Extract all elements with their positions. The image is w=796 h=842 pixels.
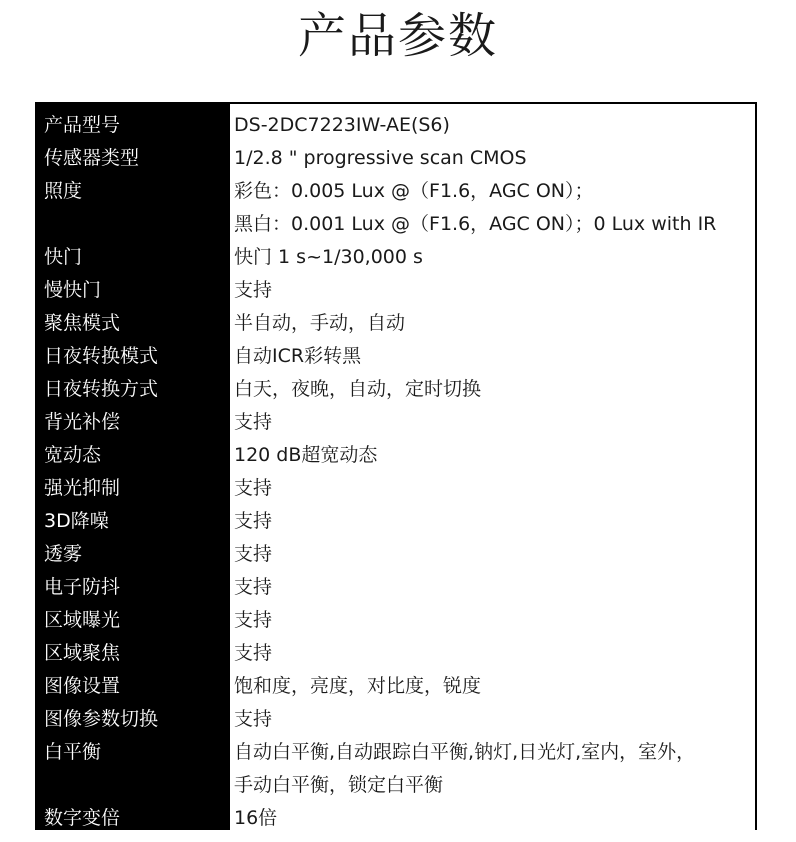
spec-label: 日夜转换模式: [37, 335, 230, 368]
spec-label: 图像设置: [37, 665, 230, 698]
spec-value-line: 饱和度，亮度，对比度，锐度: [234, 675, 482, 697]
spec-value: [230, 401, 755, 434]
spec-row: [37, 368, 755, 401]
spec-value-line: 支持: [234, 543, 273, 565]
spec-label: 宽动态: [37, 434, 230, 467]
spec-label: 聚焦模式: [37, 302, 230, 335]
spec-label: 快门: [37, 236, 230, 269]
spec-value-line: 自动白平衡,自动跟踪白平衡,钠灯,日光灯,室内，室外，: [234, 741, 696, 763]
spec-label: 白平衡: [37, 731, 230, 797]
spec-row: [37, 269, 755, 302]
spec-label: 数字变倍: [37, 797, 230, 830]
spec-value: [230, 104, 755, 137]
spec-value: [230, 467, 755, 500]
spec-value-line: 支持: [234, 510, 273, 532]
spec-value: [230, 434, 755, 467]
spec-value-line: 支持: [234, 411, 273, 433]
spec-row: [37, 401, 755, 434]
spec-row: [37, 500, 755, 533]
spec-value-line: 120 dB超宽动态: [234, 444, 378, 466]
spec-value-line: 黑白：0.001 Lux @（F1.6，AGC ON）；0 Lux with IR: [234, 213, 717, 235]
spec-label: 3D降噪: [37, 500, 230, 533]
spec-row: [37, 632, 755, 665]
spec-label: 区域曝光: [37, 599, 230, 632]
spec-row: [37, 731, 755, 797]
spec-label: 日夜转换方式: [37, 368, 230, 401]
spec-value: [230, 731, 755, 797]
spec-label: 照度: [37, 170, 230, 236]
spec-row: [37, 599, 755, 632]
spec-value-line: DS-2DC7223IW-AE(S6): [234, 114, 450, 136]
spec-value: [230, 566, 755, 599]
spec-row: [37, 236, 755, 269]
spec-value: [230, 533, 755, 566]
spec-value: [230, 269, 755, 302]
spec-value-line: 手动白平衡，锁定白平衡: [234, 774, 444, 796]
spec-value-line: 支持: [234, 609, 273, 631]
spec-table: [35, 102, 757, 830]
spec-value: [230, 302, 755, 335]
spec-value: [230, 599, 755, 632]
spec-value-line: 快门 1 s~1/30,000 s: [234, 246, 423, 268]
spec-value: [230, 665, 755, 698]
spec-value: [230, 632, 755, 665]
page-title: 产品参数: [297, 8, 498, 64]
spec-label: 区域聚焦: [37, 632, 230, 665]
spec-value-line: 彩色：0.005 Lux @（F1.6，AGC ON）；: [234, 180, 594, 202]
spec-value: [230, 698, 755, 731]
spec-value: [230, 368, 755, 401]
spec-row: [37, 797, 755, 830]
spec-value: [230, 236, 755, 269]
spec-value-line: 支持: [234, 642, 273, 664]
spec-row: [37, 302, 755, 335]
spec-value-line: 自动ICR彩转黑: [234, 345, 362, 367]
spec-row: [37, 566, 755, 599]
spec-value: [230, 335, 755, 368]
spec-value: [230, 797, 755, 830]
spec-value-line: 支持: [234, 279, 273, 301]
spec-row: [37, 665, 755, 698]
spec-label: 电子防抖: [37, 566, 230, 599]
spec-value: [230, 137, 755, 170]
spec-row: [37, 698, 755, 731]
spec-value-line: 支持: [234, 477, 273, 499]
spec-row: [37, 335, 755, 368]
spec-value-line: 16倍: [234, 807, 278, 829]
spec-row: [37, 467, 755, 500]
spec-value-line: 白天，夜晚，自动，定时切换: [234, 378, 482, 400]
spec-label: 背光补偿: [37, 401, 230, 434]
spec-value-line: 支持: [234, 576, 273, 598]
spec-value-line: 半自动，手动，自动: [234, 312, 406, 334]
spec-row: [37, 104, 755, 137]
spec-label: 透雾: [37, 533, 230, 566]
spec-value: [230, 170, 755, 236]
spec-row: [37, 137, 755, 170]
spec-label: 传感器类型: [37, 137, 230, 170]
spec-value: [230, 500, 755, 533]
spec-row: [37, 170, 755, 236]
spec-value-line: 1/2.8 " progressive scan CMOS: [234, 147, 527, 169]
spec-row: [37, 533, 755, 566]
spec-label: 产品型号: [37, 104, 230, 137]
spec-label: 慢快门: [37, 269, 230, 302]
spec-label: 强光抑制: [37, 467, 230, 500]
spec-row: [37, 434, 755, 467]
spec-value-line: 支持: [234, 708, 273, 730]
spec-label: 图像参数切换: [37, 698, 230, 731]
